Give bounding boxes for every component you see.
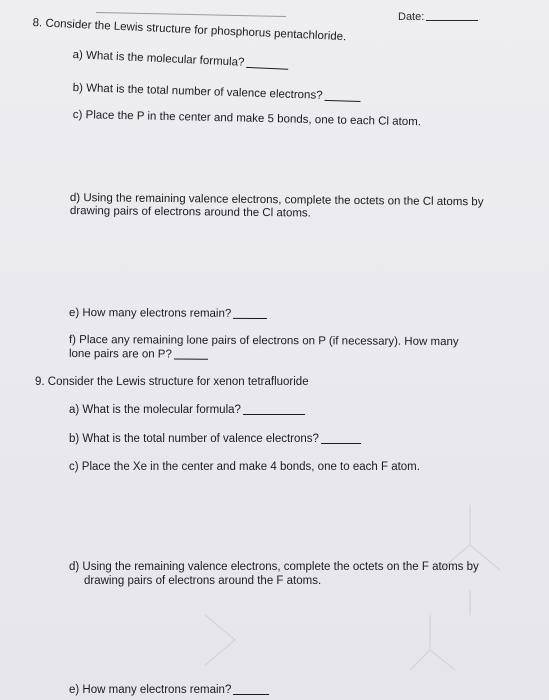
q8-f-line1: f) Place any remaining lone pairs of electrons on P (if necessary). How many xyxy=(68,334,459,349)
q9-b-text: b) What is the total number of valence electrons? xyxy=(69,433,319,445)
q8-a-answer-blank[interactable] xyxy=(246,55,289,70)
q9-b-answer-blank[interactable] xyxy=(321,431,361,444)
q9-e-row xyxy=(69,682,269,697)
q8-e-answer-blank[interactable] xyxy=(233,306,267,319)
q8-a-text: a) What is the molecular formula? xyxy=(72,48,245,69)
top-divider-line xyxy=(96,12,286,17)
q8-b-answer-blank[interactable] xyxy=(324,88,360,102)
q9-e-text: e) How many electrons remain? xyxy=(69,684,232,696)
q8-e-row xyxy=(69,305,267,321)
q8-b-text: b) What is the total number of valence electrons? xyxy=(72,81,323,102)
q9-title: 9. Consider the Lewis structure for xenon tetrafluoride xyxy=(35,376,309,388)
q9-a-answer-blank[interactable] xyxy=(243,402,305,415)
q8-title: 8. Consider the Lewis structure for phosphorus pentachloride. xyxy=(32,16,347,44)
q8-a-row xyxy=(72,47,288,72)
q9-d-line1: d) Using the remaining valence electrons, complete the octets on the F atoms by xyxy=(69,561,479,573)
date-label: Date: xyxy=(398,11,425,23)
q8-f-row2 xyxy=(69,346,208,362)
q8-c-text: c) Place the P in the center and make 5 bonds, one to each Cl atom. xyxy=(72,108,422,129)
date-field[interactable] xyxy=(398,11,478,23)
q8-b-row xyxy=(73,80,361,104)
q9-a-row xyxy=(69,402,305,417)
q8-e-text: e) How many electrons remain? xyxy=(68,306,232,320)
q9-b-row xyxy=(69,431,361,446)
q8-d-line1: d) Using the remaining valence electrons, complete the octets on the Cl atoms by xyxy=(69,191,484,209)
q9-c-text: c) Place the Xe in the center and make 4 bonds, one to each F atom. xyxy=(69,461,420,473)
q8-d-line2: drawing pairs of electrons around the Cl atoms. xyxy=(69,204,311,220)
q9-e-answer-blank[interactable] xyxy=(233,682,269,695)
q9-d-line2: drawing pairs of electrons around the F atoms. xyxy=(84,575,322,587)
date-blank[interactable] xyxy=(426,20,478,21)
q8-f-answer-blank[interactable] xyxy=(174,347,208,360)
q9-a-text: a) What is the molecular formula? xyxy=(69,404,241,416)
q8-f-line2: lone pairs are on P? xyxy=(68,347,172,361)
